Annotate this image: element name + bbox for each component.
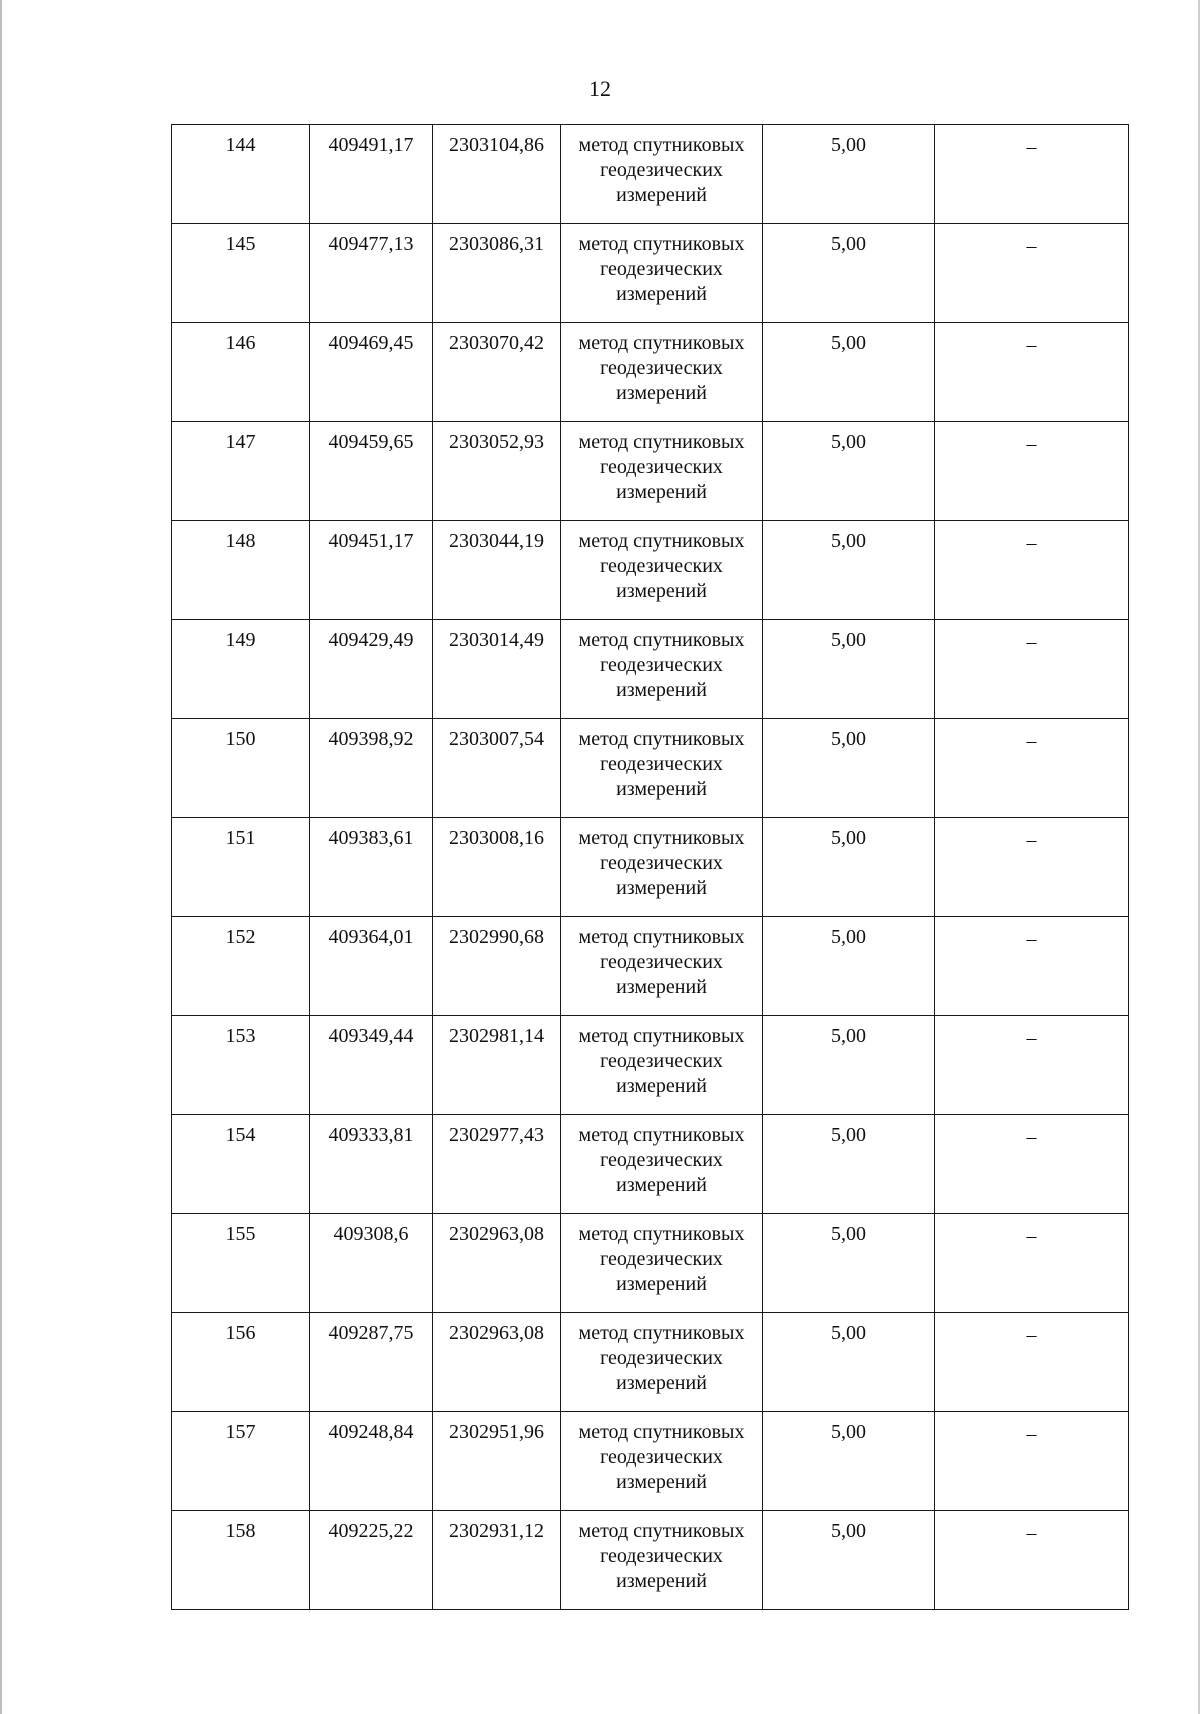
- description-dash: –: [1026, 1324, 1037, 1346]
- y-coordinate-cell: 2303070,42: [433, 323, 561, 422]
- y-coordinate-cell: 2302977,43: [433, 1115, 561, 1214]
- y-coordinate-cell: 2302990,68: [433, 917, 561, 1016]
- description-cell: [935, 818, 1129, 917]
- y-coordinate-cell: 2302963,08: [433, 1214, 561, 1313]
- table-row: [172, 521, 1129, 620]
- method-cell: метод спутниковых геодезических измерений: [561, 818, 763, 917]
- description-cell: [935, 1115, 1129, 1214]
- accuracy-cell: 5,00: [763, 1412, 935, 1511]
- y-coordinate-cell: 2303104,86: [433, 125, 561, 224]
- accuracy-cell: 5,00: [763, 719, 935, 818]
- table-row: [172, 125, 1129, 224]
- accuracy-cell: 5,00: [763, 125, 935, 224]
- point-number-cell: 152: [172, 917, 310, 1016]
- accuracy-cell: 5,00: [763, 521, 935, 620]
- description-cell: [935, 1313, 1129, 1412]
- y-coordinate-cell: 2302931,12: [433, 1511, 561, 1610]
- table-row: [172, 1313, 1129, 1412]
- accuracy-cell: 5,00: [763, 422, 935, 521]
- accuracy-cell: 5,00: [763, 1115, 935, 1214]
- method-cell: метод спутниковых геодезических измерений: [561, 719, 763, 818]
- method-cell: метод спутниковых геодезических измерений: [561, 1214, 763, 1313]
- description-dash: –: [1026, 532, 1037, 554]
- accuracy-cell: 5,00: [763, 620, 935, 719]
- accuracy-cell: 5,00: [763, 818, 935, 917]
- description-cell: [935, 1412, 1129, 1511]
- x-coordinate-cell: 409429,49: [310, 620, 433, 719]
- table-row: [172, 620, 1129, 719]
- x-coordinate-cell: 409333,81: [310, 1115, 433, 1214]
- description-dash: –: [1026, 334, 1037, 356]
- y-coordinate-cell: 2303044,19: [433, 521, 561, 620]
- y-coordinate-cell: 2303052,93: [433, 422, 561, 521]
- description-cell: [935, 422, 1129, 521]
- y-coordinate-cell: 2302951,96: [433, 1412, 561, 1511]
- description-dash: –: [1026, 1126, 1037, 1148]
- x-coordinate-cell: 409469,45: [310, 323, 433, 422]
- method-cell: метод спутниковых геодезических измерений: [561, 323, 763, 422]
- x-coordinate-cell: 409248,84: [310, 1412, 433, 1511]
- x-coordinate-cell: 409383,61: [310, 818, 433, 917]
- x-coordinate-cell: 409308,6: [310, 1214, 433, 1313]
- point-number-cell: 146: [172, 323, 310, 422]
- description-cell: [935, 521, 1129, 620]
- method-cell: метод спутниковых геодезических измерений: [561, 917, 763, 1016]
- point-number-cell: 155: [172, 1214, 310, 1313]
- x-coordinate-cell: 409398,92: [310, 719, 433, 818]
- y-coordinate-cell: 2302981,14: [433, 1016, 561, 1115]
- description-dash: –: [1026, 829, 1037, 851]
- point-number-cell: 150: [172, 719, 310, 818]
- point-number-cell: 145: [172, 224, 310, 323]
- description-cell: [935, 719, 1129, 818]
- table-row: [172, 719, 1129, 818]
- description-cell: [935, 1511, 1129, 1610]
- description-dash: –: [1026, 433, 1037, 455]
- point-number-cell: 151: [172, 818, 310, 917]
- point-number-cell: 156: [172, 1313, 310, 1412]
- point-number-cell: 147: [172, 422, 310, 521]
- table-row: [172, 1412, 1129, 1511]
- table-row: [172, 818, 1129, 917]
- accuracy-cell: 5,00: [763, 1016, 935, 1115]
- method-cell: метод спутниковых геодезических измерений: [561, 1412, 763, 1511]
- point-number-cell: 148: [172, 521, 310, 620]
- description-cell: [935, 1016, 1129, 1115]
- point-number-cell: 157: [172, 1412, 310, 1511]
- point-number-cell: 154: [172, 1115, 310, 1214]
- description-dash: –: [1026, 136, 1037, 158]
- description-dash: –: [1026, 1027, 1037, 1049]
- method-cell: метод спутниковых геодезических измерений: [561, 620, 763, 719]
- point-number-cell: 144: [172, 125, 310, 224]
- y-coordinate-cell: 2302963,08: [433, 1313, 561, 1412]
- description-cell: [935, 323, 1129, 422]
- x-coordinate-cell: 409491,17: [310, 125, 433, 224]
- description-dash: –: [1026, 730, 1037, 752]
- accuracy-cell: 5,00: [763, 1214, 935, 1313]
- accuracy-cell: 5,00: [763, 1511, 935, 1610]
- method-cell: метод спутниковых геодезических измерений: [561, 1511, 763, 1610]
- description-cell: [935, 1214, 1129, 1313]
- method-cell: метод спутниковых геодезических измерений: [561, 1016, 763, 1115]
- description-dash: –: [1026, 235, 1037, 257]
- method-cell: метод спутниковых геодезических измерений: [561, 1313, 763, 1412]
- description-dash: –: [1026, 1522, 1037, 1544]
- table-row: [172, 917, 1129, 1016]
- table-row: [172, 1115, 1129, 1214]
- description-cell: [935, 125, 1129, 224]
- table-row: [172, 224, 1129, 323]
- point-number-cell: 153: [172, 1016, 310, 1115]
- description-cell: [935, 620, 1129, 719]
- description-dash: –: [1026, 1423, 1037, 1445]
- point-number-cell: 149: [172, 620, 310, 719]
- description-dash: –: [1026, 928, 1037, 950]
- method-cell: метод спутниковых геодезических измерений: [561, 422, 763, 521]
- y-coordinate-cell: 2303007,54: [433, 719, 561, 818]
- accuracy-cell: 5,00: [763, 323, 935, 422]
- y-coordinate-cell: 2303014,49: [433, 620, 561, 719]
- page-number: 12: [589, 76, 611, 101]
- x-coordinate-cell: 409225,22: [310, 1511, 433, 1610]
- coordinates-table: [171, 124, 1129, 1610]
- description-dash: –: [1026, 1225, 1037, 1247]
- coordinates-table-body: [172, 125, 1129, 1610]
- x-coordinate-cell: 409349,44: [310, 1016, 433, 1115]
- x-coordinate-cell: 409477,13: [310, 224, 433, 323]
- description-dash: –: [1026, 631, 1037, 653]
- table-row: [172, 323, 1129, 422]
- scan-edge-left: [0, 0, 2, 1714]
- method-cell: метод спутниковых геодезических измерений: [561, 125, 763, 224]
- method-cell: метод спутниковых геодезических измерений: [561, 224, 763, 323]
- method-cell: метод спутниковых геодезических измерений: [561, 521, 763, 620]
- point-number-cell: 158: [172, 1511, 310, 1610]
- y-coordinate-cell: 2303086,31: [433, 224, 561, 323]
- accuracy-cell: 5,00: [763, 917, 935, 1016]
- method-cell: метод спутниковых геодезических измерений: [561, 1115, 763, 1214]
- table-row: [172, 1511, 1129, 1610]
- table-row: [172, 1016, 1129, 1115]
- y-coordinate-cell: 2303008,16: [433, 818, 561, 917]
- description-cell: [935, 917, 1129, 1016]
- description-cell: [935, 224, 1129, 323]
- table-row: [172, 422, 1129, 521]
- x-coordinate-cell: 409459,65: [310, 422, 433, 521]
- accuracy-cell: 5,00: [763, 224, 935, 323]
- table-row: [172, 1214, 1129, 1313]
- accuracy-cell: 5,00: [763, 1313, 935, 1412]
- x-coordinate-cell: 409364,01: [310, 917, 433, 1016]
- x-coordinate-cell: 409287,75: [310, 1313, 433, 1412]
- x-coordinate-cell: 409451,17: [310, 521, 433, 620]
